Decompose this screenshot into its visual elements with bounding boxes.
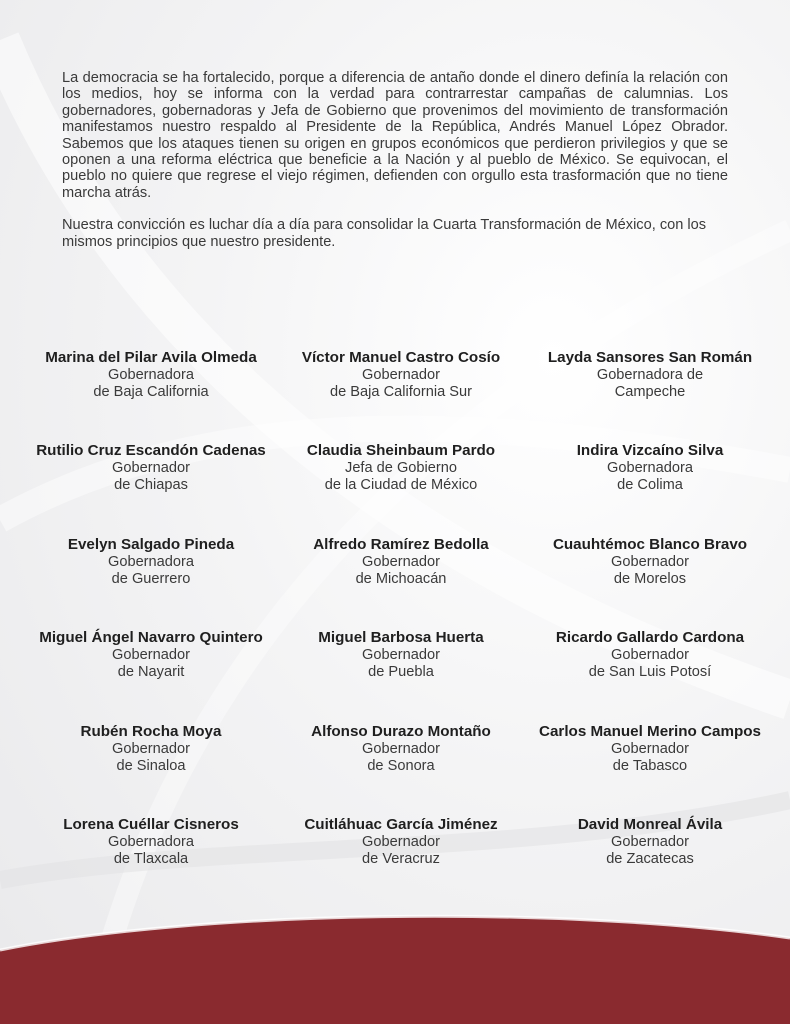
signatory-role: Gobernadora de xyxy=(596,367,704,383)
signatories-grid xyxy=(24,348,776,908)
signatory-name: Alfredo Ramírez Bedolla xyxy=(313,535,489,553)
signatory-role: Gobernador xyxy=(362,647,440,664)
signatory-place: de Guerrero xyxy=(111,570,191,587)
signatory xyxy=(24,628,278,721)
signatory xyxy=(524,535,776,628)
signatory-name: Rutilio Cruz Escandón Cadenas xyxy=(36,442,266,460)
signatory xyxy=(278,815,524,908)
signatory-name: Ricardo Gallardo Cardona xyxy=(555,629,745,647)
signatory-name: Lorena Cuéllar Cisneros xyxy=(63,815,239,833)
signatory xyxy=(524,815,776,908)
signatory-role: Gobernador xyxy=(611,647,689,664)
signatory xyxy=(524,628,776,721)
signatory-role: Gobernador xyxy=(362,367,440,383)
signatory-place: de Chiapas xyxy=(114,477,188,494)
signatory-name: Indira Vizcaíno Silva xyxy=(576,442,724,460)
signatory xyxy=(24,815,278,908)
signatory-role: Gobernadora xyxy=(606,460,693,477)
signatory-role: Jefa de Gobierno xyxy=(345,460,457,477)
signatory-name: Carlos Manuel Merino Campos xyxy=(539,722,761,740)
signatory-place: de Nayarit xyxy=(117,664,185,681)
signatory-place: de Baja California xyxy=(93,384,209,400)
signatory-place: de Morelos xyxy=(613,570,687,587)
signatory xyxy=(524,348,776,441)
signatory-name: Layda Sansores San Román xyxy=(547,349,753,366)
signatory-role: Gobernador xyxy=(611,833,689,850)
signatory-place: de Zacatecas xyxy=(606,850,694,867)
signatory-place: de Veracruz xyxy=(362,850,440,867)
signatory-role: Gobernadora xyxy=(107,367,194,383)
signatory-place: de Tabasco xyxy=(612,757,688,774)
signatory-place: de Baja California Sur xyxy=(330,384,472,400)
signatory-place: Campeche xyxy=(614,384,686,400)
signatory xyxy=(24,348,278,441)
signatory xyxy=(524,722,776,815)
signatory-name: Alfonso Durazo Montaño xyxy=(311,722,491,740)
intro-paragraph-2: Nuestra convicción es luchar día a día para consolidar la Cuarta Transformación de México, con los mismos principios que nuestro presidente. xyxy=(62,217,707,250)
signatory xyxy=(24,535,278,628)
signatory-role: Gobernador xyxy=(362,833,440,850)
signatory xyxy=(278,535,524,628)
signatory-role: Gobernador xyxy=(362,553,440,570)
signatory-role: Gobernador xyxy=(112,647,190,664)
signatory-name: Evelyn Salgado Pineda xyxy=(67,535,235,553)
signatory-role: Gobernador xyxy=(362,740,440,757)
signatory-name: Marina del Pilar Avila Olmeda xyxy=(45,349,257,366)
signatory-place: de Tlaxcala xyxy=(113,850,189,867)
signatory xyxy=(278,722,524,815)
signatory-name: Miguel Barbosa Huerta xyxy=(318,629,484,647)
signatory-name: Cuauhtémoc Blanco Bravo xyxy=(552,535,748,553)
signatory-name: Cuitláhuac García Jiménez xyxy=(304,815,498,833)
signatory xyxy=(278,441,524,534)
signatory-name: Rubén Rocha Moya xyxy=(80,722,222,740)
signatory xyxy=(278,348,524,441)
signatory xyxy=(24,441,278,534)
signatory-name: David Monreal Ávila xyxy=(577,815,723,833)
intro-paragraph-1: La democracia se ha fortalecido, porque a diferencia de antaño donde el dinero definía la relación con los medios, hoy se informa con la verdad para contrarrestar campañas de calumnias. Los gobernadores, gobernadoras y Jefa de Gobierno que provenimos del movimiento de transformación manifestamos nuestro respaldo al Presidente de la República, Andrés Manuel López Obrador. Sabemos que los ataques tienen su origen en grupos económicos que perdieron privilegios y que se oponen a una reforma eléctrica que beneficie a la Nación y al pueblo de México. Se equivocan, el pueblo no quiere que regrese el viejo régimen, defienden con orgullo esta trasformación que no tiene marcha atrás. xyxy=(62,70,728,201)
signatory-name: Miguel Ángel Navarro Quintero xyxy=(39,629,263,647)
signatory-place: de Puebla xyxy=(368,664,434,681)
signatory-name: Víctor Manuel Castro Cosío xyxy=(301,349,501,366)
signatory-place: de la Ciudad de México xyxy=(324,477,478,494)
signatory-place: de Sonora xyxy=(367,757,435,774)
signatory-role: Gobernador xyxy=(112,740,190,757)
signatory xyxy=(24,722,278,815)
signatory-role: Gobernador xyxy=(611,553,689,570)
signatory-place: de Sinaloa xyxy=(116,757,186,774)
signatory-place: de Colima xyxy=(617,477,683,494)
signatory-role: Gobernadora xyxy=(107,833,194,850)
signatory xyxy=(524,441,776,534)
signatory-place: de Michoacán xyxy=(355,570,447,587)
signatory-role: Gobernador xyxy=(112,460,190,477)
signatory-role: Gobernador xyxy=(611,740,689,757)
signatory-place: de San Luis Potosí xyxy=(588,664,712,681)
signatory xyxy=(278,628,524,721)
signatory-role: Gobernadora xyxy=(107,553,194,570)
footer-band xyxy=(0,916,790,1024)
signatory-name: Claudia Sheinbaum Pardo xyxy=(306,442,496,460)
intro-text xyxy=(62,70,728,266)
